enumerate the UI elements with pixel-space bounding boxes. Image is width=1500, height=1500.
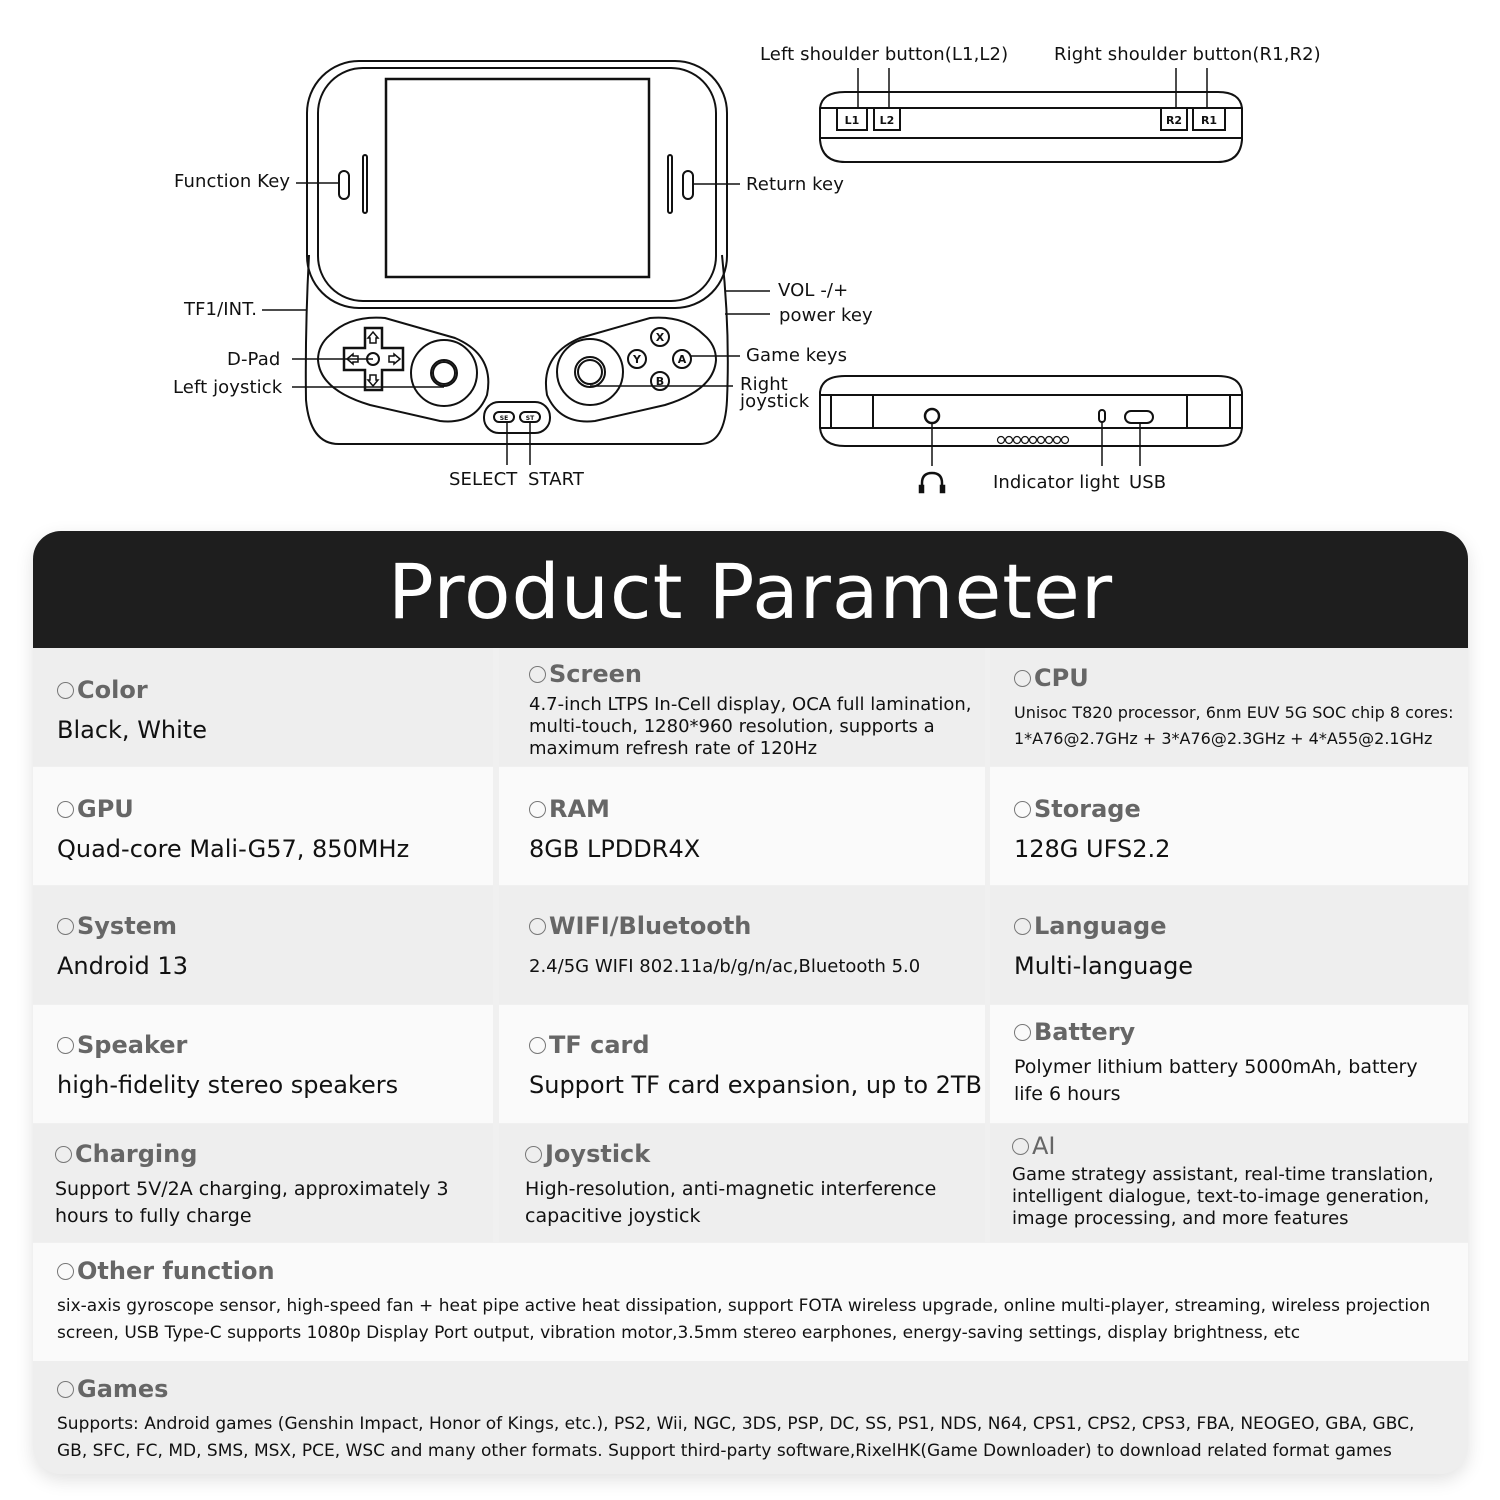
card-header xyxy=(33,531,1468,648)
param-speaker: Speaker high-fidelity stereo speakers xyxy=(33,1005,493,1123)
svg-text:L1: L1 xyxy=(844,114,860,127)
bullet-icon xyxy=(1014,670,1031,687)
start-label: START xyxy=(528,469,585,490)
param-cpu: CPU Unisoc T820 processor, 6nm EUV 5G SOC chip 8 cores: 1*A76@2.7GHz + 3*A76@2.3GHz + 4*A55@2.1GHz xyxy=(990,648,1468,766)
right-shoulder-label: Right shoulder button(R1,R2) xyxy=(1054,44,1321,65)
param-language: Language Multi-language xyxy=(990,886,1468,1004)
param-games: Games Supports: Android games (Genshin Impact, Honor of Kings, etc.), PS2, Wii, NGC, 3DS, PSP, DC, SS, PS1, NDS, N64, CPS1, CPS2, CPS3, FBA, NEOGEO, GBA, GBC, GB, SFC, FC, MD, SMS, MSX, PCE, WSC and many other formats. Support third-party software,RixelHK(Game Downloader) to download related format games xyxy=(33,1361,1468,1474)
device-line-drawing xyxy=(0,0,1500,510)
param-joystick: Joystick High-resolution, anti-magnetic interference capacitive joystick xyxy=(499,1124,985,1242)
svg-text:L2: L2 xyxy=(879,114,895,127)
param-battery: Battery Polymer lithium battery 5000mAh, battery life 6 hours xyxy=(990,1005,1468,1123)
game-keys-label: Game keys xyxy=(746,345,848,366)
svg-text:ST: ST xyxy=(525,415,535,422)
bullet-icon xyxy=(529,801,546,818)
face-button-letters xyxy=(500,331,687,422)
function-key-label: Function Key xyxy=(174,171,291,192)
param-system: System Android 13 xyxy=(33,886,493,1004)
page-title: Product Parameter xyxy=(387,547,1114,636)
param-wifi-bluetooth: WIFI/Bluetooth 2.4/5G WIFI 802.11a/b/g/n/ac,Bluetooth 5.0 xyxy=(499,886,985,1004)
vol-label: VOL -/+ xyxy=(778,280,849,301)
svg-text:A: A xyxy=(677,353,687,366)
bullet-icon xyxy=(529,918,546,935)
return-key-label: Return key xyxy=(746,174,844,195)
bullet-icon xyxy=(1014,801,1031,818)
select-label: SELECT xyxy=(449,469,518,490)
param-tf-card: TF card Support TF card expansion, up to 2TB xyxy=(499,1005,985,1123)
param-other-function: Other function six-axis gyroscope sensor, high-speed fan + heat pipe active heat dissipation, support FOTA wireless upgrade, online multi-player, streaming, wireless projection screen, USB Type-C supports 1080p Display Port output, vibration motor,3.5mm stereo earphones, energy-saving settings, display brightness, etc xyxy=(33,1243,1468,1361)
param-gpu: GPU Quad-core Mali-G57, 850MHz xyxy=(33,767,493,885)
usb-label: USB xyxy=(1129,472,1167,493)
param-screen: Screen 4.7-inch LTPS In-Cell display, OCA full lamination, multi-touch, 1280*960 resolution, supports a maximum refresh rate of 120Hz xyxy=(499,648,985,766)
power-key-label: power key xyxy=(779,305,873,326)
tf1-int-label: TF1/INT. xyxy=(184,299,258,320)
indicator-light-label: Indicator light xyxy=(993,472,1120,493)
svg-text:X: X xyxy=(655,331,665,344)
product-parameter-card xyxy=(33,531,1468,1474)
bullet-icon xyxy=(57,1037,74,1054)
param-ram: RAM 8GB LPDDR4X xyxy=(499,767,985,885)
svg-text:R1: R1 xyxy=(1200,114,1218,127)
bullet-icon xyxy=(529,1037,546,1054)
headphone-icon xyxy=(920,473,944,492)
bullet-icon xyxy=(55,1146,72,1163)
left-shoulder-label: Left shoulder button(L1,L2) xyxy=(760,44,1009,65)
param-charging: Charging Support 5V/2A charging, approximately 3 hours to fully charge xyxy=(33,1124,493,1242)
bullet-icon xyxy=(1014,1024,1031,1041)
bullet-icon xyxy=(57,1263,74,1280)
front-leader-lines xyxy=(262,183,770,465)
bottom-view xyxy=(820,376,1242,466)
bullet-icon xyxy=(57,918,74,935)
bullet-icon xyxy=(57,682,74,699)
bullet-icon xyxy=(57,801,74,818)
right-joystick-label: Right joystick xyxy=(740,374,810,412)
bullet-icon xyxy=(57,1381,74,1398)
bullet-icon xyxy=(529,666,546,683)
param-storage: Storage 128G UFS2.2 xyxy=(990,767,1468,885)
svg-text:B: B xyxy=(655,375,665,388)
svg-text:Y: Y xyxy=(633,353,641,366)
bullet-icon xyxy=(1012,1138,1029,1155)
bullet-icon xyxy=(1014,918,1031,935)
d-pad-label: D-Pad xyxy=(227,349,281,370)
bullet-icon xyxy=(525,1146,542,1163)
svg-text:R2: R2 xyxy=(1165,114,1183,127)
device-diagram xyxy=(0,0,1500,510)
param-ai: AI Game strategy assistant, real-time translation, intelligent dialogue, text-to-image generation, image processing, and more features xyxy=(990,1124,1468,1242)
left-joystick-label: Left joystick xyxy=(173,377,283,398)
param-color: Color Black, White xyxy=(33,648,493,766)
svg-text:SE: SE xyxy=(499,415,509,422)
